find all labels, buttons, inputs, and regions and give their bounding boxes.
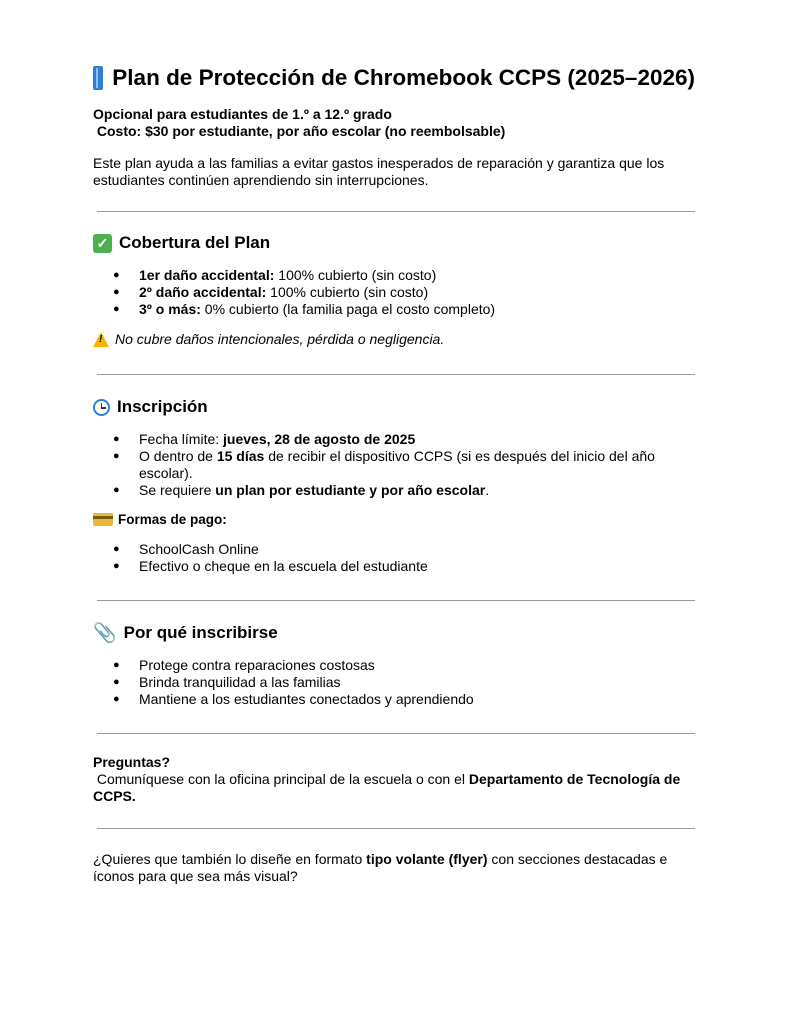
document-body — [93, 0, 695, 1024]
coverage-list — [93, 267, 695, 318]
credit-card-icon — [93, 513, 113, 526]
eligibility-line: Opcional para estudiantes de 1.º a 12.º grado — [93, 106, 392, 122]
coverage-heading-text: Cobertura del Plan — [119, 233, 271, 252]
paperclip-icon: 📎 — [93, 622, 117, 644]
closing-pre: ¿Quieres que también lo diseñe en formato — [93, 851, 367, 867]
questions-contact: Departamento de Tecnología de CCPS. — [93, 771, 681, 804]
enrollment-window-days: 15 días — [216, 448, 265, 464]
list-item — [93, 482, 695, 499]
coverage-item-text: 0% cubierto (la familia paga el costo completo) — [200, 301, 496, 317]
requirement-pre: Se requiere — [139, 482, 216, 498]
coverage-warning — [93, 331, 695, 347]
section-divider — [97, 600, 695, 601]
closing-bold: tipo volante (flyer) — [366, 851, 488, 867]
payment-heading-text: Formas de pago: — [118, 512, 227, 527]
list-item — [93, 267, 695, 284]
section-divider — [97, 374, 695, 375]
enrollment-list — [93, 431, 695, 499]
questions-pre: Comuníquese con la oficina principal de la escuela o con el — [93, 771, 469, 787]
coverage-item-label: 3º o más: — [139, 301, 201, 317]
cost-line: Costo: $30 por estudiante, por año escolar (no reembolsable) — [93, 123, 506, 139]
clock-icon — [93, 399, 110, 416]
list-item — [93, 284, 695, 301]
questions-heading: Preguntas? — [93, 754, 171, 770]
page-title-text: Plan de Protección de Chromebook CCPS (2025–2026) — [112, 65, 695, 90]
requirement-post: . — [485, 482, 490, 498]
deadline-date: jueves, 28 de agosto de 2025 — [223, 431, 416, 447]
section-divider — [97, 733, 695, 734]
coverage-item-text: 100% cubierto (sin costo) — [274, 267, 437, 283]
coverage-heading — [93, 233, 270, 253]
section-divider — [97, 828, 695, 829]
coverage-item-text: 100% cubierto (sin costo) — [266, 284, 429, 300]
list-item — [93, 301, 695, 318]
closing-question — [93, 851, 695, 885]
list-item — [93, 431, 695, 448]
payment-list — [93, 541, 695, 575]
questions-block — [93, 754, 695, 805]
warning-icon: ! — [93, 332, 109, 347]
list-item: ● Protege contra reparaciones costosas — [93, 657, 695, 674]
coverage-warning-text: No cubre daños intencionales, pérdida o negligencia. — [115, 331, 445, 347]
deadline-label: Fecha límite: — [139, 431, 224, 447]
coverage-item-label: 1er daño accidental: — [139, 267, 275, 283]
list-item — [93, 448, 695, 482]
requirement-bold: un plan por estudiante y por año escolar — [215, 482, 486, 498]
list-item: ● SchoolCash Online — [93, 541, 695, 558]
list-item: ● Brinda tranquilidad a las familias — [93, 674, 695, 691]
list-item: ● Mantiene a los estudiantes conectados y aprendiendo — [93, 691, 695, 708]
check-mark-icon: ✓ — [93, 234, 112, 253]
enrollment-window-post: de recibir el dispositivo CCPS (si es después del inicio del año escolar). — [139, 448, 655, 481]
coverage-item-label: 2º daño accidental: — [139, 284, 267, 300]
why-heading — [93, 623, 278, 643]
enrollment-heading — [93, 397, 208, 417]
enrollment-window-pre: O dentro de — [139, 448, 217, 464]
intro-paragraph: Este plan ayuda a las familias a evitar gastos inesperados de reparación y garantiza que los estudiantes continúen aprendiendo sin interrupciones. — [93, 155, 665, 188]
payment-heading — [93, 512, 695, 527]
closing-text — [93, 851, 695, 885]
why-list — [93, 657, 695, 708]
enrollment-heading-text: Inscripción — [117, 397, 208, 416]
why-heading-text: Por qué inscribirse — [123, 623, 278, 642]
closing-post: con secciones destacadas e íconos para que sea más visual? — [93, 851, 668, 884]
list-item: ● Efectivo o cheque en la escuela del estudiante — [93, 558, 695, 575]
section-divider — [97, 211, 695, 212]
questions-text — [93, 771, 695, 805]
